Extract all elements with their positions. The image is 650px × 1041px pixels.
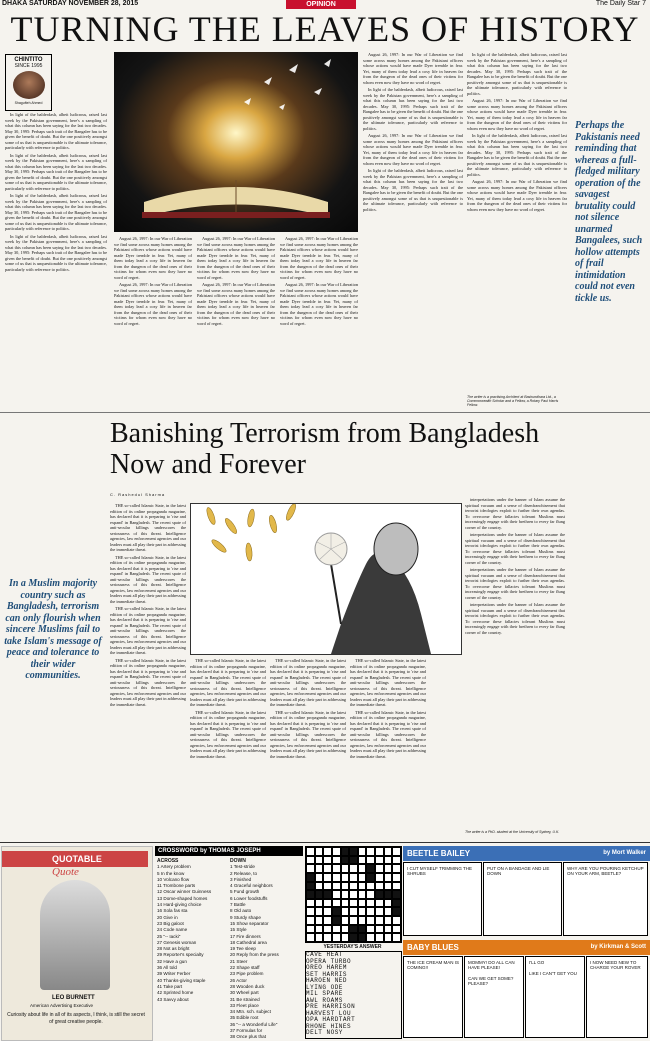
crossword-cell[interactable] [384, 916, 393, 925]
article1-column-2: August 26, 1997: In our War of Liberation we find some across many homes among the Pakistani officers whose actions would have made Dyer tremble in fear. Yet, many of them today lead a cosy life in heaven far from the dungeon of the dead ones of their victims for whom even now they have no word of regret. August 26, 1997: In our War of Liberation we find some across many homes among the Pakistani officers whose actions would have made Dyer tremble in fear. Yet, many of them today lead a cosy life in heaven far from the dungeon of the dead ones of their victims for whom even now they have no word of regret. [114, 236, 192, 326]
crossword-cell[interactable] [358, 899, 367, 908]
article2-headline-line2: Now and Forever [110, 449, 306, 480]
crossword-cell[interactable] [315, 882, 324, 891]
crossword-cell[interactable] [332, 890, 341, 899]
crossword-cell[interactable] [315, 873, 324, 882]
crossword-cell[interactable] [358, 873, 367, 882]
across-clue: 10 Volcano flow [157, 876, 190, 882]
crossword-cell [375, 890, 384, 899]
answer-row: DELT NOSY [306, 1029, 343, 1036]
masthead-date: DHAKA SATURDAY NOVEMBER 28, 2015 [2, 0, 139, 7]
across-clue: 5 In the know [157, 870, 185, 876]
across-clue: 27 Genesis woman [157, 939, 197, 945]
quotable-header [2, 851, 148, 867]
praying-figure-illustration [190, 503, 462, 655]
crossword-cell [323, 890, 332, 899]
crossword-cell[interactable] [366, 916, 375, 925]
answer-row: OREO HAREM [306, 964, 348, 971]
crossword-cell[interactable] [384, 873, 393, 882]
across-clue: 25 "-- Iacki" [157, 933, 181, 939]
down-clue: 30 Wheel part [230, 990, 259, 996]
down-clue: 31 Be strained [230, 996, 260, 1002]
article2-footnote: The writer is a PhD. student at the University of Sydney, U.K. [465, 830, 560, 834]
across-clue: 39 Writer Ferber [157, 971, 191, 977]
crossword-cell[interactable] [392, 925, 401, 934]
quotable-title: QUOTABLE [52, 854, 102, 864]
crossword-cell[interactable] [315, 933, 324, 942]
crossword-cell[interactable] [306, 864, 315, 873]
crossword-cell[interactable] [341, 890, 350, 899]
beetle-panel-1: I CUT MYSELF TRIMMING THE SHRUBS [403, 862, 482, 936]
crossword-cell[interactable] [341, 925, 350, 934]
crossword-cell[interactable] [384, 856, 393, 865]
crossword-cell[interactable] [384, 847, 393, 856]
across-clue: 43 Savvy about [157, 996, 189, 1002]
crossword-cell [306, 890, 315, 899]
crossword-cell[interactable] [341, 899, 350, 908]
crossword-cell[interactable] [358, 907, 367, 916]
crossword-cell[interactable] [375, 925, 384, 934]
crossword-cell[interactable] [384, 907, 393, 916]
crossword-cell[interactable] [341, 864, 350, 873]
crossword-cell[interactable] [358, 847, 367, 856]
crossword-cell[interactable] [358, 916, 367, 925]
crossword-cell[interactable] [323, 916, 332, 925]
down-clue: 34 Mtn. sch. subject [230, 1009, 271, 1015]
across-clue: 23 Big galoot [157, 920, 184, 926]
down-clue: 26 Actor [230, 977, 247, 983]
crossword-cell[interactable] [315, 907, 324, 916]
answer-row: HARVEST LOU [306, 1009, 352, 1017]
answer-row: MIL SPARE [306, 990, 343, 997]
baby-panel-4: I NOW NEED NEW TO CHARGE YOUR ROVER [586, 956, 648, 1038]
crossword-cell [392, 899, 401, 908]
article2-column-4: THE so-called Islamic State, in the latest edition of its online propaganda magazine, has declared that it is preparing to 'rise and expand' in Bangladesh. The recent spate of anti-secular killings underscores the seriousness of this threat. Intelligence agencies, law enforcement agencies and our leaders must all play their part in addressing the immediate threat. THE so-called Islamic State, in the latest edition of its online propaganda magazine, has declared that it is preparing to 'rise and expand' in Bangladesh. The recent spate of anti-secular killings underscores the seriousness of this threat. Intelligence agencies, law enforcement agencies and our leaders must all play their part in addressing the immediate threat. [350, 658, 426, 759]
crossword-cell[interactable] [323, 925, 332, 934]
crossword-cell[interactable] [332, 856, 341, 865]
down-label: DOWN [230, 858, 246, 864]
crossword-cell [306, 873, 315, 882]
crossword-cell[interactable] [323, 856, 332, 865]
down-clue: 3 Finished [230, 876, 252, 882]
crossword-cell [349, 933, 358, 942]
across-clue: 36 All told [157, 965, 177, 971]
crossword-cell [358, 925, 367, 934]
answer-row: LYING ODE [306, 983, 343, 991]
article2-headline-line1: Banishing Terrorism from Bangladesh [110, 418, 540, 449]
baby-panel-2: MOMMY! DO ALL CAN HAVE PLEASE! CAN WE GET SOME? PLEASE? [464, 956, 524, 1038]
across-clue: 24 Code name [157, 927, 188, 933]
beetle-panel-2: PUT ON A BANDAGE AND LIE DOWN [483, 862, 562, 936]
article2-column-3: THE so-called Islamic State, in the latest edition of its online propaganda magazine, has declared that it is preparing to 'rise and expand' in Bangladesh. The recent spate of anti-secular killings underscores the seriousness of this threat. Intelligence agencies, law enforcement agencies and our leaders must all play their part in addressing the immediate threat. THE so-called Islamic State, in the latest edition of its online propaganda magazine, has declared that it is preparing to 'rise and expand' in Bangladesh. The recent spate of anti-secular killings underscores the seriousness of this threat. Intelligence agencies, law enforcement agencies and our leaders must all play their part in addressing the immediate threat. [270, 658, 346, 759]
crossword-cell[interactable] [392, 847, 401, 856]
crossword-cell[interactable] [341, 933, 350, 942]
crossword-cell[interactable] [384, 925, 393, 934]
crossword-cell[interactable] [332, 899, 341, 908]
down-clue: 33 Fleet place [230, 1002, 259, 1008]
quote-text: Curiosity about life in all of its aspects, I think, is still the secret of great creative people. [7, 1012, 145, 1025]
crossword-cell[interactable] [358, 856, 367, 865]
crossword-cell [306, 882, 315, 891]
crossword-cell[interactable] [384, 864, 393, 873]
crossword-cell[interactable] [341, 873, 350, 882]
answer-row: PRE HARRISON [306, 1003, 356, 1010]
crossword-cell[interactable] [366, 907, 375, 916]
section-divider [0, 412, 650, 413]
crossword-cell[interactable] [323, 899, 332, 908]
article1-column-1: In light of the balderdash, albeit ludicrous, raised last week by the Pakistan government, here's a sampling of what this column has been saying for the last two decades. May 30, 1995: Perhaps such trait of the Bangalee has to be given the benefit of doubt. But the one positively amongst some of us that is unquestionable is the ultimate tolerance, particularly with reference to politics. In light of the balderdash, albeit ludicrous, raised last week by the Pakistan government, here's a sampling of what this column has been saying for the last two decades. May 30, 1995: Perhaps such trait of the Bangalee has to be given the benefit of doubt. But the one positively amongst some of us that is unquestionable is the ultimate tolerance, particularly with reference to politics. In light of the balderdash, albeit ludicrous, raised last week by the Pakistan government, here's a sampling of what this column has been saying for the last two decades. May 30, 1995: Perhaps such trait of the Bangalee has to be given the benefit of doubt. But the one positively amongst some of us that is unquestionable is the ultimate tolerance, particularly with reference to politics. In light of the balderdash, albeit ludicrous, raised last week by the Pakistan government, here's a sampling of what this column has been saying for the last two decades. May 30, 1995: Perhaps such trait of the Bangalee has to be given the benefit of doubt. But the one positively amongst some of us that is unquestionable is the ultimate tolerance, particularly with reference to politics. [5, 112, 107, 272]
down-clue: 20 Reply from the press [230, 952, 279, 958]
crossword-cell[interactable] [366, 925, 375, 934]
crossword-cell[interactable] [366, 933, 375, 942]
crossword-cell[interactable] [315, 916, 324, 925]
crossword-cell[interactable] [375, 873, 384, 882]
crossword-cell [358, 933, 367, 942]
crossword-cell[interactable] [358, 882, 367, 891]
open-book-illustration [114, 52, 358, 232]
across-clue: 16 Sola fas sta [157, 908, 188, 914]
crossword-cell[interactable] [366, 856, 375, 865]
down-clue: 36 "-- a Wonderful Life" [230, 1021, 278, 1027]
crossword-cell[interactable] [315, 899, 324, 908]
beetle-bailey-title: BEETLE BAILEY [407, 849, 471, 858]
answer-title: YESTERDAY'S ANSWER [323, 944, 382, 950]
crossword-cell [341, 856, 350, 865]
bottom-divider [0, 842, 650, 843]
crossword-cell[interactable] [384, 899, 393, 908]
baby-panel-1: THE ICE CREAM MAN IS COMING!! [403, 956, 463, 1038]
crossword-cell [349, 856, 358, 865]
crossword-cell [366, 873, 375, 882]
across-clue: 41 Take part [157, 983, 183, 989]
quotable-subtitle: Quote [52, 866, 79, 878]
down-clue: 18 Cathedral area [230, 939, 267, 945]
crossword-cell[interactable] [323, 864, 332, 873]
crossword-cell[interactable] [341, 882, 350, 891]
crossword-cell[interactable] [349, 899, 358, 908]
crossword-cell[interactable] [306, 907, 315, 916]
beetle-bailey-author: by Mort Walker [603, 850, 646, 856]
down-clue: 15 Show separator [230, 920, 269, 926]
crossword-grid[interactable] [305, 846, 400, 941]
answer-row: RHONE HINES [306, 1022, 352, 1030]
crossword-cell[interactable] [384, 933, 393, 942]
down-clue: 15 Style [230, 927, 247, 933]
crossword-cell [332, 907, 341, 916]
across-clue: 14 Hard-giving choice [157, 902, 202, 908]
crossword-cell[interactable] [375, 847, 384, 856]
crossword-header: CROSSWORD by THOMAS JOSEPH [155, 846, 303, 856]
crossword-cell[interactable] [349, 873, 358, 882]
crossword-cell[interactable] [341, 907, 350, 916]
crossword-cell[interactable] [332, 873, 341, 882]
across-label: ACROSS [157, 858, 179, 864]
crossword-cell[interactable] [375, 882, 384, 891]
across-clue: 29 Reporter's specialty [157, 952, 204, 958]
crossword-cell[interactable] [375, 864, 384, 873]
beetle-bailey-header [403, 846, 650, 861]
crossword-cell[interactable] [392, 916, 401, 925]
crossword-cell [392, 907, 401, 916]
crossword-cell[interactable] [341, 916, 350, 925]
crossword-cell[interactable] [306, 899, 315, 908]
crossword-cell[interactable] [349, 907, 358, 916]
across-clue: 28 Not as bright [157, 946, 190, 952]
crossword-cell [366, 864, 375, 873]
crossword-cell[interactable] [315, 864, 324, 873]
crossword-cell[interactable] [366, 890, 375, 899]
masthead [0, 0, 650, 9]
crossword-cell[interactable] [392, 882, 401, 891]
crossword-cell[interactable] [349, 916, 358, 925]
down-clue: 22 Shape staff [230, 965, 260, 971]
crossword-cell[interactable] [375, 899, 384, 908]
crossword-cell [349, 847, 358, 856]
down-clue: 23 Pipe problem [230, 971, 264, 977]
down-clue: 1 Test-stride [230, 864, 255, 870]
across-clue: 12 Oscar winner Guinness [157, 889, 212, 895]
column-label: CHINTITO [14, 57, 43, 63]
crossword-cell [341, 847, 350, 856]
crossword-cell[interactable] [323, 933, 332, 942]
crossword-cell[interactable] [306, 925, 315, 934]
down-clues [230, 858, 302, 1039]
article1-column-3: August 26, 1997: In our War of Liberation we find some across many homes among the Pakistani officers whose actions would have made Dyer tremble in fear. Yet, many of them today lead a cosy life in heaven far from the dungeon of the dead ones of their victims for whom even now they have no word of regret. August 26, 1997: In our War of Liberation we find some across many homes among the Pakistani officers whose actions would have made Dyer tremble in fear. Yet, many of them today lead a cosy life in heaven far from the dungeon of the dead ones of their victims for whom even now they have no word of regret. [197, 236, 275, 326]
article1-pull-quote: Perhaps the Pakistanis need reminding that whereas a full-fledged military operation of the savagest brutality could not silence unarmed Bangalees, such hollow attempts of frail intimidation could not even tickle us. [575, 120, 643, 304]
crossword-cell[interactable] [375, 916, 384, 925]
column-since: SINCE 1995 [14, 63, 43, 69]
crossword-cell[interactable] [392, 933, 401, 942]
crossword-cell[interactable] [323, 873, 332, 882]
down-clue: 28 Wooden duck [230, 983, 265, 989]
baby-panel-3: I'LL GO LIKE I CAN'T GET YOU [525, 956, 585, 1038]
crossword-cell[interactable] [375, 856, 384, 865]
quote-author-photo [40, 880, 110, 990]
across-clue: 1 Artery problem [157, 864, 191, 870]
article1-column-6: In light of the balderdash, albeit ludicrous, raised last week by the Pakistan government, here's a sampling of what this column has been saying for the last two decades. May 30, 1995: Perhaps such trait of the Bangalee has to be given the benefit of doubt. But the one positively amongst some of us that is unquestionable is the ultimate tolerance, particularly with reference to politics. August 26, 1997: In our War of Liberation we find some across many homes among the Pakistani officers whose actions would have made Dyer tremble in fear. Yet, many of them today lead a cosy life in heaven far from the dungeon of the dead ones of their victims for whom even now they have no word of regret. In light of the balderdash, albeit ludicrous, raised last week by the Pakistan government, here's a sampling of what this column has been saying for the last two decades. May 30, 1995: Perhaps such trait of the Bangalee has to be given the benefit of doubt. But the one positively amongst some of us that is unquestionable is the ultimate tolerance, particularly with reference to politics. August 26, 1997: In our War of Liberation we find some across many homes among the Pakistani officers whose actions would have made Dyer tremble in fear. Yet, many of them today lead a cosy life in heaven far from the dungeon of the dead ones of their victims for whom even now they have no word of regret. [467, 52, 567, 212]
down-clue: 6 Lower foodstuffs [230, 895, 268, 901]
article2-headline [110, 418, 550, 480]
article1-column-4: August 26, 1997: In our War of Liberation we find some across many homes among the Pakistani officers whose actions would have made Dyer tremble in fear. Yet, many of them today lead a cosy life in heaven far from the dungeon of the dead ones of their victims for whom even now they have no word of regret. August 26, 1997: In our War of Liberation we find some across many homes among the Pakistani officers whose actions would have made Dyer tremble in fear. Yet, many of them today lead a cosy life in heaven far from the dungeon of the dead ones of their victims for whom even now they have no word of regret. [280, 236, 358, 326]
crossword-cell[interactable] [323, 882, 332, 891]
answer-row: OPA HARDTART [306, 1016, 356, 1023]
quote-author-role: American Advertising Executive [30, 1003, 94, 1008]
across-clue: 11 Trombone parts [157, 883, 196, 889]
across-clue: 32 Have a gun [157, 958, 187, 964]
section-label: OPINION [286, 0, 356, 9]
article1-footnote: The writer is a practising Architect at Bashundhara Ltd., a Commonwealth Scholar and a Fellow, a Rotary Paul Harris Fellow. [467, 395, 559, 407]
beetle-panel-3: WHY ARE YOU POURING KETCHUP ON YOUR ARM, BEETLE? [563, 862, 648, 936]
answer-grid [305, 951, 402, 1039]
down-clue: 17 Fire dinners [230, 933, 261, 939]
across-clue: 42 Sprinted home [157, 990, 194, 996]
down-clue: 38 Once plus that [230, 1034, 267, 1039]
article2-column-2: THE so-called Islamic State, in the latest edition of its online propaganda magazine, has declared that it is preparing to 'rise and expand' in Bangladesh. The recent spate of anti-secular killings underscores the seriousness of this threat. Intelligence agencies, law enforcement agencies and our leaders must all play their part in addressing the immediate threat. THE so-called Islamic State, in the latest edition of its online propaganda magazine, has declared that it is preparing to 'rise and expand' in Bangladesh. The recent spate of anti-secular killings underscores the seriousness of this threat. Intelligence agencies, law enforcement agencies and our leaders must all play their part in addressing the immediate threat. [190, 658, 266, 759]
crossword-cell[interactable] [392, 864, 401, 873]
crossword-cell[interactable] [332, 882, 341, 891]
crossword-cell[interactable] [392, 856, 401, 865]
crossword-cell[interactable] [366, 882, 375, 891]
crossword-cell[interactable] [315, 856, 324, 865]
article2-column-5: interpretations under the banner of Islam assume the spiritual vacuum and a sense of disenfranchisement that terrorist ideologies exploit to further their own agendas. To overcome these fallacies tolerant Muslims must increasingly engage with their brethren to every far flung corner of the country. interpretations under the banner of Islam assume the spiritual vacuum and a sense of disenfranchisement that terrorist ideologies exploit to further their own agendas. To overcome these fallacies tolerant Muslims must increasingly engage with their brethren to every far flung corner of the country. interpretations under the banner of Islam assume the spiritual vacuum and a sense of disenfranchisement that terrorist ideologies exploit to further their own agendas. To overcome these fallacies tolerant Muslims must increasingly engage with their brethren to every far flung corner of the country. interpretations under the banner of Islam assume the spiritual vacuum and a sense of disenfranchisement that terrorist ideologies exploit to further their own agendas. To overcome these fallacies tolerant Muslims must increasingly engage with their brethren to every far flung corner of the country. [465, 497, 565, 635]
crossword-cell[interactable] [349, 882, 358, 891]
down-clue: 37 Formulas for [230, 1028, 263, 1034]
crossword-cell [332, 916, 341, 925]
answer-row: OPERA TURBO [306, 957, 352, 965]
down-clue: 2 Release, to [230, 870, 258, 876]
crossword-cell[interactable] [349, 864, 358, 873]
crossword-cell[interactable] [323, 847, 332, 856]
article1-headline: TURNING THE LEAVES OF HISTORY [10, 9, 640, 49]
crossword-cell[interactable] [315, 925, 324, 934]
quote-author-name: LEO BURNETT [52, 995, 95, 1001]
crossword-cell[interactable] [332, 933, 341, 942]
crossword-cell[interactable] [306, 916, 315, 925]
answer-row: SET HARRIS [306, 970, 348, 978]
baby-blues-header [403, 940, 650, 955]
article2-pull-quote: In a Muslim majority country such as Bangladesh, terrorism can only flourish when sincere Muslims fail to take Islam's message of peace and tolerance to their wider communities. [4, 578, 102, 681]
article2-byline: C. Rashedul Sharma [110, 492, 166, 497]
crossword-cell[interactable] [315, 847, 324, 856]
page-number: The Daily Star 7 [595, 0, 646, 7]
baby-blues-author: by Kirkman & Scott [590, 944, 646, 950]
across-clues [157, 858, 227, 1039]
crossword-cell[interactable] [358, 864, 367, 873]
down-clue: 21 Steer [230, 958, 248, 964]
crossword-cell[interactable] [332, 925, 341, 934]
crossword-cell[interactable] [332, 864, 341, 873]
crossword-cell [349, 925, 358, 934]
crossword-cell[interactable] [366, 847, 375, 856]
crossword-cell[interactable] [375, 907, 384, 916]
crossword-cell[interactable] [306, 933, 315, 942]
crossword-cell[interactable] [366, 899, 375, 908]
crossword-cell[interactable] [306, 847, 315, 856]
down-clue: 5 Fund growth [230, 889, 260, 895]
article2-column-1: THE so-called Islamic State, in the latest edition of its online propaganda magazine, has declared that it is preparing to 'rise and expand' in Bangladesh. The recent spate of anti-secular killings underscores the seriousness of this threat. Intelligence agencies, law enforcement agencies and our leaders must all play their part in addressing the immediate threat. THE so-called Islamic State, in the latest edition of its online propaganda magazine, has declared that it is preparing to 'rise and expand' in Bangladesh. The recent spate of anti-secular killings underscores the seriousness of this threat. Intelligence agencies, law enforcement agencies and our leaders must all play their part in addressing the immediate threat. THE so-called Islamic State, in the latest edition of its online propaganda magazine, has declared that it is preparing to 'rise and expand' in Bangladesh. The recent spate of anti-secular killings underscores the seriousness of this threat. Intelligence agencies, law enforcement agencies and our leaders must all play their part in addressing the immediate threat. THE so-called Islamic State, in the latest edition of its online propaganda magazine, has declared that it is preparing to 'rise and expand' in Bangladesh. The recent spate of anti-secular killings underscores the seriousness of this threat. Intelligence agencies, law enforcement agencies and our leaders must all play their part in addressing the immediate threat. [110, 503, 186, 707]
answer-row: HAROEN NED [306, 977, 348, 984]
crossword-cell[interactable] [392, 873, 401, 882]
down-clue: 8 Old auto [230, 908, 252, 914]
answer-row: AWL ROAMS [306, 996, 343, 1004]
down-clue: 9 Sturdy shape [230, 914, 261, 920]
baby-blues-title: BABY BLUES [407, 943, 459, 952]
crossword-cell[interactable] [349, 890, 358, 899]
across-clue: 40 Thanks-giving staple [157, 977, 206, 983]
crossword-cell[interactable] [358, 890, 367, 899]
down-clue: 19 Tee sleep [230, 946, 256, 952]
down-clue: 35 Edible root [230, 1015, 259, 1021]
crossword-cell[interactable] [323, 907, 332, 916]
down-clue: 7 Battle [230, 902, 246, 908]
answer-row: CAVE HEAT [306, 951, 343, 958]
crossword-cell [315, 890, 324, 899]
crossword-cell[interactable] [384, 882, 393, 891]
crossword-cell [384, 890, 393, 899]
crossword-cell[interactable] [306, 856, 315, 865]
article1-column-5: August 26, 1997: In our War of Liberation we find some across many homes among the Pakistani officers whose actions would have made Dyer tremble in fear. Yet, many of them today lead a cosy life in heaven far from the dungeon of the dead ones of their victims for whom even now they have no word of regret. In light of the balderdash, albeit ludicrous, raised last week by the Pakistan government, here's a sampling of what this column has been saying for the last two decades. May 30, 1995: Perhaps such trait of the Bangalee has to be given the benefit of doubt. But the one positively amongst some of us that is unquestionable is the ultimate tolerance, particularly with reference to politics. August 26, 1997: In our War of Liberation we find some across many homes among the Pakistani officers whose actions would have made Dyer tremble in fear. Yet, many of them today lead a cosy life in heaven far from the dungeon of the dead ones of their victims for whom even now they have no word of regret. In light of the balderdash, albeit ludicrous, raised last week by the Pakistan government, here's a sampling of what this column has been saying for the last two decades. May 30, 1995: Perhaps such trait of the Bangalee has to be given the benefit of doubt. But the one positively amongst some of us that is unquestionable is the ultimate tolerance, particularly with reference to politics. [363, 52, 463, 212]
across-clue: 20 Give in [157, 914, 178, 920]
crossword-cell [392, 890, 401, 899]
author-name: Shagufteh Ahmed [14, 101, 43, 105]
crossword-cell[interactable] [332, 847, 341, 856]
crossword-cell[interactable] [375, 933, 384, 942]
down-clue: 4 Graceful neighbors [230, 883, 273, 889]
across-clue: 13 Dome-shaped homes [157, 895, 208, 901]
